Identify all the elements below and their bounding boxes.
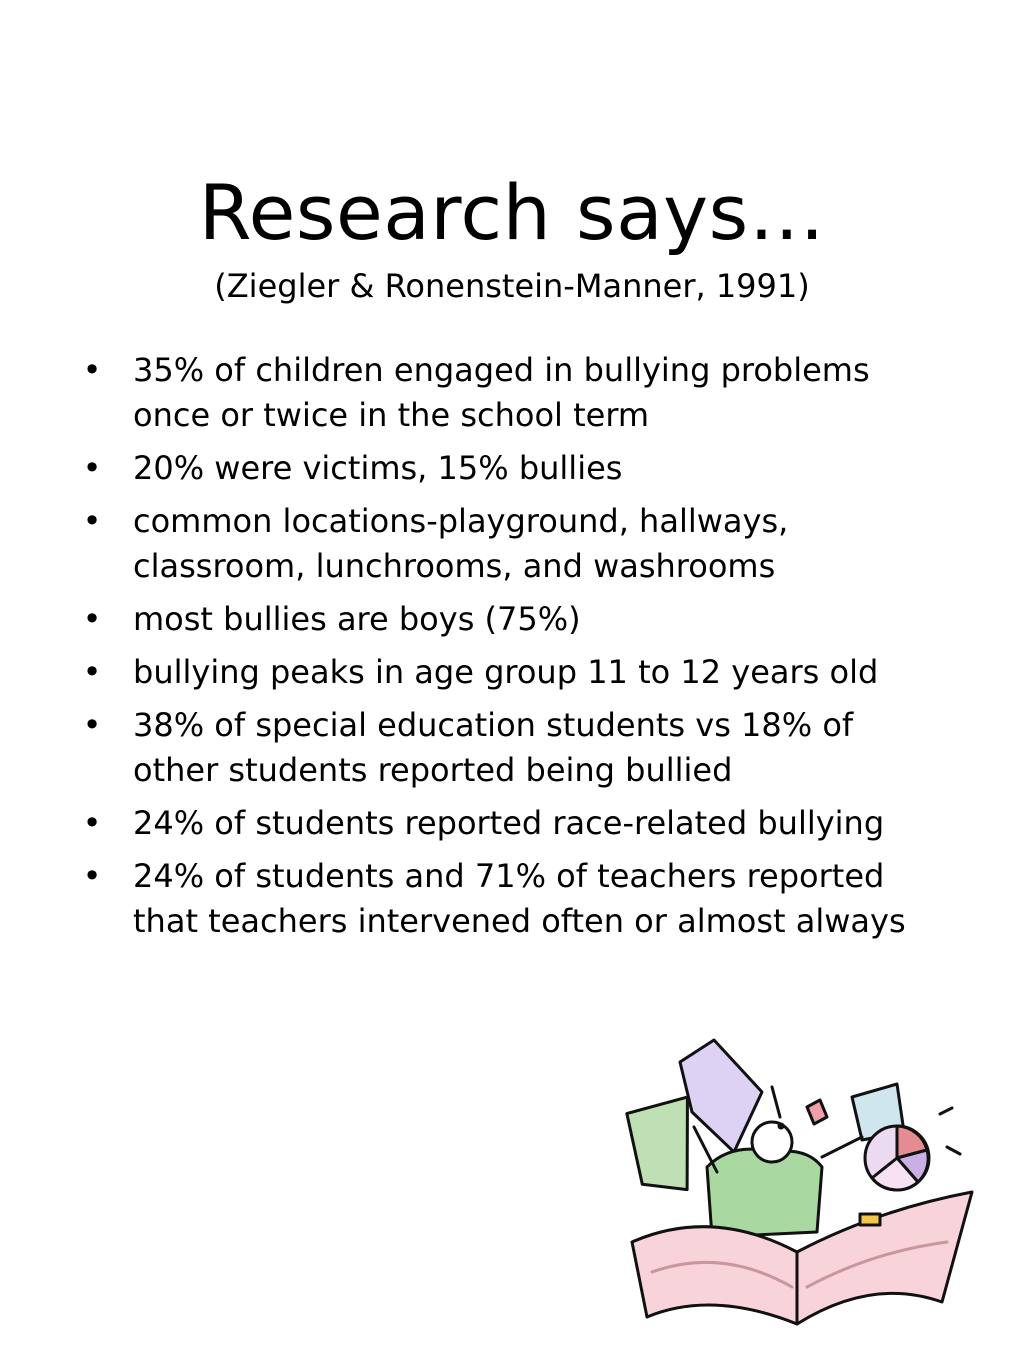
bullet-text: 38% of special education students vs 18% of other students reported being bullied bbox=[133, 706, 854, 789]
bullet-text: 24% of students reported race-related bullying bbox=[133, 804, 885, 842]
bullet-text: most bullies are boys (75%) bbox=[133, 600, 581, 638]
slide-title: Research says… bbox=[198, 168, 826, 257]
bullet-icon: • bbox=[82, 449, 102, 487]
bullet-icon: • bbox=[82, 351, 102, 389]
bullet-icon: • bbox=[82, 653, 102, 691]
bullet-item bbox=[82, 650, 942, 695]
bullet-item bbox=[82, 597, 942, 642]
bullet-icon: • bbox=[82, 706, 102, 744]
bullet-item bbox=[82, 703, 942, 793]
bullet-text: 35% of children engaged in bullying problems once or twice in the school term bbox=[133, 351, 870, 434]
student-with-flying-papers-icon bbox=[622, 1032, 974, 1334]
bullet-icon: • bbox=[82, 600, 102, 638]
bullet-item bbox=[82, 801, 942, 846]
bullet-icon: • bbox=[82, 804, 102, 842]
bullet-icon: • bbox=[82, 857, 102, 895]
bullet-icon: • bbox=[82, 502, 102, 540]
bullet-item bbox=[82, 499, 942, 589]
bullet-text: 20% were victims, 15% bullies bbox=[133, 449, 623, 487]
bullet-text: bullying peaks in age group 11 to 12 years old bbox=[133, 653, 879, 691]
bullet-item bbox=[82, 348, 942, 438]
bullet-item bbox=[82, 854, 942, 944]
bullet-text: 24% of students and 71% of teachers reported that teachers intervened often or almost always bbox=[133, 857, 906, 940]
slide-subtitle: (Ziegler & Ronenstein-Manner, 1991) bbox=[214, 267, 810, 305]
bullet-list bbox=[82, 348, 942, 952]
bullet-text: common locations-playground, hallways, classroom, lunchrooms, and washrooms bbox=[133, 502, 789, 585]
bullet-item bbox=[82, 446, 942, 491]
